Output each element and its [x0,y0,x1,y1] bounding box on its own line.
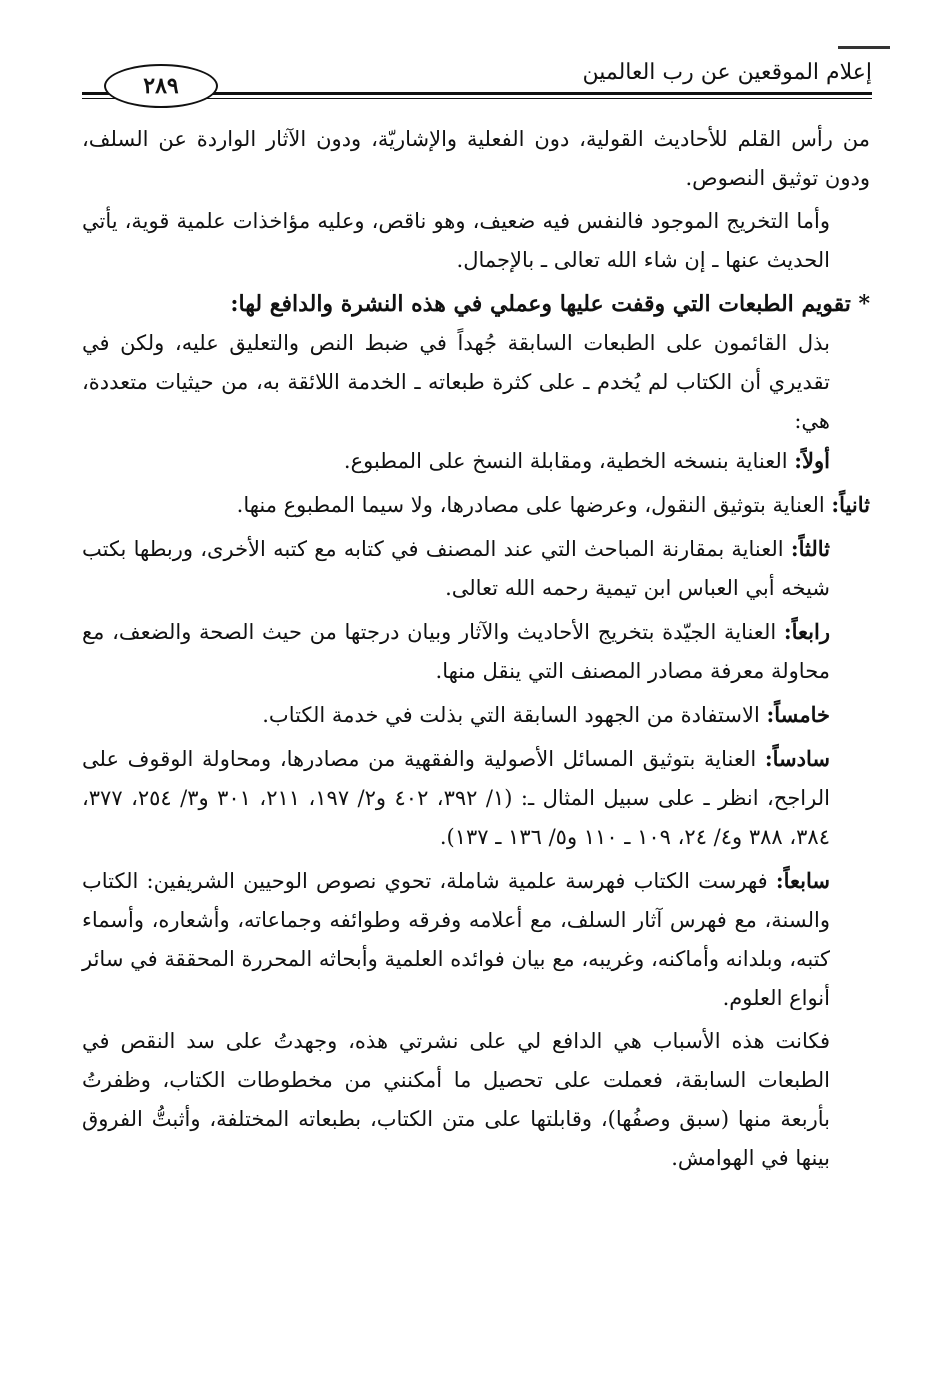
item-text: العناية بتوثيق المسائل الأصولية والفقهية من مصادرها، ومحاولة الوقوف على الراجح، انظر ـ على سبيل المثال ـ: (١/ ٣٩٢، ٤٠٢ و٢/ ١٩٧، ٢١١، ٣٠١ و٣/ ٢٥٤، ٣٧٧، ٣٨٤، ٣٨٨ و٤/ ٢٤، ١٠٩ ـ ١١٠ و٥/ ١٣٦ ـ ١٣٧). [82,747,830,849]
paragraph: بذل القائمون على الطبعات السابقة جُهداً في ضبط النص والتعليق عليه، ولكن في تقديري أن الكتاب لم يُخدم ـ على كثرة طبعاته ـ الخدمة اللائقة به، من حيثيات متعددة، هي: [82,331,830,433]
item-text: العناية الجيّدة بتخريج الأحاديث والآثار وبيان درجتها من حيث الصحة والضعف، مع محاولة معرفة مصادر المصنف التي ينقل منها. [82,620,830,683]
corner-mark [838,46,890,49]
list-item [82,529,870,608]
section-heading: * تقويم الطبعات التي وقفت عليها وعملي في هذه النشرة والدافع لها: [230,291,870,317]
list-item [82,695,870,735]
item-label: ثانياً: [831,492,870,517]
list-item [82,485,870,525]
list-item [82,612,870,691]
page-body [82,120,870,1178]
item-text: العناية بتوثيق النقول، وعرضها على مصادرها، ولا سيما المطبوع منها. [236,493,825,517]
page-number-badge [104,64,218,108]
item-label: أولاً: [794,448,830,473]
item-label: رابعاً: [783,619,830,644]
item-text: فهرست الكتاب فهرسة علمية شاملة، تحوي نصوص الوحيين الشريفين: الكتاب والسنة، مع فهرس آثار السلف، مع أعلامه وفرقه وطوائفه وجماعاته، وأشعاره، وأسماء كتبه، وبلدانه وأماكنه، وغريبه، مع بيان فوائده العلمية وأبحاثه المحررة المحققة في سائر أنواع العلوم. [82,869,830,1010]
list-item [82,739,870,857]
list-item [82,861,870,1018]
item-text: العناية بنسخه الخطية، ومقابلة النسخ على المطبوع. [343,449,788,473]
page-number: ٢٨٩ [143,73,179,99]
paragraph: وأما التخريج الموجود فالنفس فيه ضعيف، وهو ناقص، وعليه مؤاخذات علمية قوية، يأتي الحديث عنها ـ إن شاء الله تعالى ـ بالإجمال. [82,209,830,272]
item-label: سادساً: [764,746,830,771]
running-header [82,54,872,104]
item-text: العناية بمقارنة المباحث التي عند المصنف في كتابه مع كتبه الأخرى، وربطها بكتب شيخه أبي العباس ابن تيمية رحمه الله تعالى. [82,537,830,600]
item-text: الاستفادة من الجهود السابقة التي بذلت في خدمة الكتاب. [262,703,760,727]
paragraph: من رأس القلم للأحاديث القولية، دون الفعلية والإشاريّة، ودون الآثار الواردة عن السلف، ودون توثيق النصوص. [82,127,870,190]
paragraph: فكانت هذه الأسباب هي الدافع لي على نشرتي هذه، وجهدتُ على سد النقص في الطبعات السابقة، فعملت على تحصيل ما أمكنني من مخطوطات الكتاب، وظفرتُ بأربعة منها (سبق وصفُها)، وقابلتها على متن الكتاب، بطبعاته المختلفة، وأثبتُّ الفروق بينها في الهوامش. [82,1029,830,1170]
item-label: خامساً: [766,702,830,727]
list-item [82,441,870,481]
book-title: إعلام الموقعين عن رب العالمين [582,60,872,85]
item-label: سابعاً: [775,868,830,893]
item-label: ثالثاً: [790,536,830,561]
